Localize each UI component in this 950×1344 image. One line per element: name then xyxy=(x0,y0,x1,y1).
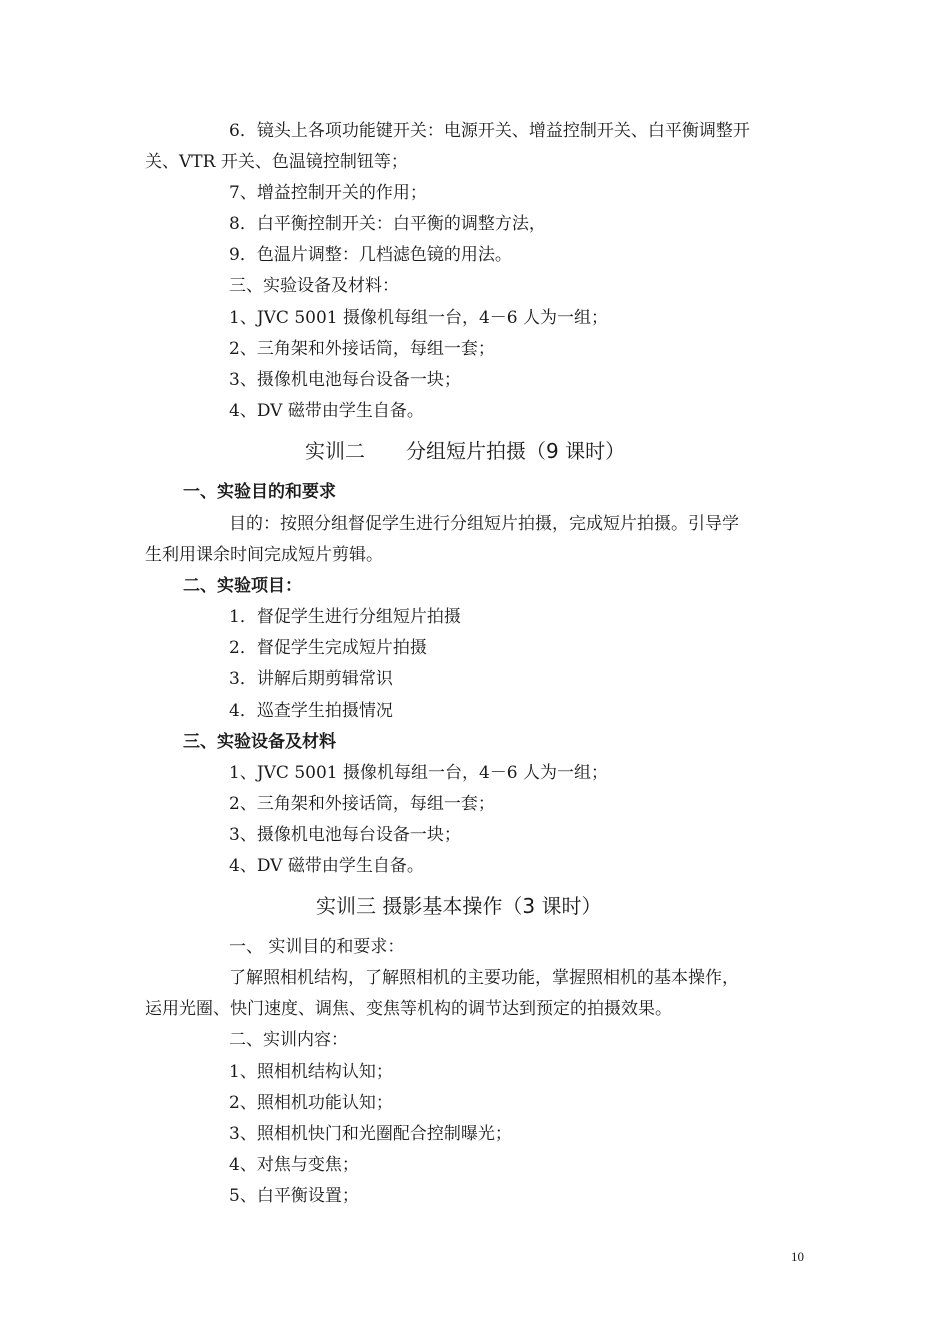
text-line: 生利用课余时间完成短片剪辑。 xyxy=(145,545,383,565)
text-line: 2、三角架和外接话筒，每组一套； xyxy=(229,339,495,359)
text-line: 运用光圈、快门速度、调焦、变焦等机构的调节达到预定的拍摄效果。 xyxy=(145,999,672,1019)
text-line: 4、DV 磁带由学生自备。 xyxy=(229,856,424,876)
page-number: 10 xyxy=(791,1249,804,1264)
text-line: 8．白平衡控制开关：白平衡的调整方法， xyxy=(229,214,546,234)
subheading: 一、实验目的和要求 xyxy=(183,482,336,502)
text-line: 三、实验设备及材料： xyxy=(229,276,399,296)
text-line: 3、照相机快门和光圈配合控制曝光； xyxy=(229,1124,512,1144)
text-line: 1．督促学生进行分组短片拍摄 xyxy=(229,607,461,627)
text-line: 2、照相机功能认知； xyxy=(229,1093,393,1113)
text-line: 9．色温片调整：几档滤色镜的用法。 xyxy=(229,245,512,265)
section-heading: 实训二 xyxy=(305,439,365,463)
text-line: 3．讲解后期剪辑常识 xyxy=(229,669,393,689)
text-line: 一、 实训目的和要求： xyxy=(229,937,405,957)
text-line: 2．督促学生完成短片拍摄 xyxy=(229,638,427,658)
text-line: 3、摄像机电池每台设备一块； xyxy=(229,825,461,845)
section-heading: 分组短片拍摄（9 课时） xyxy=(406,439,626,463)
text-line: 4、对焦与变焦； xyxy=(229,1155,359,1175)
subheading: 二、实验项目： xyxy=(183,576,302,596)
subheading: 三、实验设备及材料 xyxy=(183,732,336,752)
text-line: 4．巡查学生拍摄情况 xyxy=(229,701,393,721)
text-line: 4、DV 磁带由学生自备。 xyxy=(229,401,424,421)
text-line: 3、摄像机电池每台设备一块； xyxy=(229,370,461,390)
text-line: 目的：按照分组督促学生进行分组短片拍摄，完成短片拍摄。引导学 xyxy=(229,514,739,534)
text-line: 6．镜头上各项功能键开关：电源开关、增益控制开关、白平衡调整开 xyxy=(229,121,750,141)
section-heading: 实训三 摄影基本操作（3 课时） xyxy=(316,894,602,918)
text-line: 5、白平衡设置； xyxy=(229,1186,359,1206)
text-line: 了解照相机结构，了解照相机的主要功能，掌握照相机的基本操作， xyxy=(229,968,739,988)
text-line: 1、JVC 5001 摄像机每组一台，4－6 人为一组； xyxy=(229,763,609,783)
text-line: 关、VTR 开关、色温镜控制钮等； xyxy=(145,152,408,172)
text-line: 1、JVC 5001 摄像机每组一台，4－6 人为一组； xyxy=(229,308,609,328)
text-line: 二、实训内容： xyxy=(229,1030,348,1050)
text-line: 1、照相机结构认知； xyxy=(229,1062,393,1082)
text-line: 2、三角架和外接话筒，每组一套； xyxy=(229,794,495,814)
text-line: 7、增益控制开关的作用； xyxy=(229,183,427,203)
